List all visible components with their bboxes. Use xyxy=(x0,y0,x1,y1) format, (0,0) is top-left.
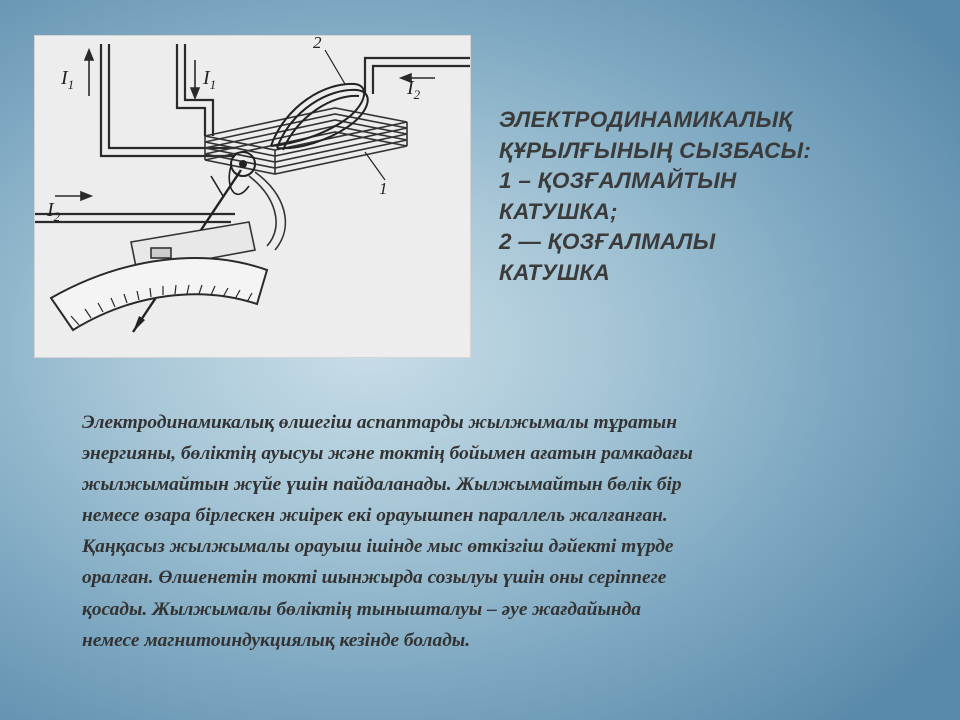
body-line: немесе өзара бірлескен жиірек екі орауышпен параллель жалғанған. xyxy=(82,505,668,527)
body-line: немесе магнитоиндукциялық кезінде болады. xyxy=(82,629,471,651)
body-line: Электродинамикалық өлшегіш аспаптарды жылжымалы тұратын xyxy=(82,412,678,433)
label-num-2: 2 xyxy=(313,36,322,52)
body-paragraph xyxy=(82,407,922,656)
current-arrows xyxy=(55,50,435,200)
body-line: энергияны, бөліктің ауысуы және токтің бойымен ағатын рамкадағы xyxy=(82,443,693,465)
electrodynamic-device-diagram xyxy=(35,36,471,358)
body-line: жылжымайтын жүйе үшін пайдаланады. Жылжымайтын бөлік бір xyxy=(82,474,682,496)
figure-caption xyxy=(499,105,939,289)
spring xyxy=(249,172,285,250)
body-line: Қаңқасыз жылжымалы орауыш ішінде мыс өткізгіш дәйекті түрде xyxy=(82,536,674,558)
caption-line: КАТУШКА xyxy=(499,259,610,285)
caption-line: КАТУШКА; xyxy=(499,198,618,224)
caption-line: 2 — ҚОЗҒАЛМАЛЫ xyxy=(499,229,716,255)
label-num-1: 1 xyxy=(379,179,388,198)
caption-line: ҚҰРЫЛҒЫНЫҢ СЫЗБАСЫ: xyxy=(499,137,812,163)
scale xyxy=(51,258,267,330)
label-i1-left: $I_1$ xyxy=(61,67,75,92)
label-i1-right: $I_1$ xyxy=(203,67,217,92)
body-line: оралған. Өлшенетін токті шынжырда созылуы үшін оны серіппеге xyxy=(82,567,667,589)
caption-line: ЭЛЕКТРОДИНАМИКАЛЫҚ xyxy=(499,107,793,132)
label-i2-left: $I_2$ xyxy=(47,199,61,224)
body-line: қосады. Жылжымалы бөліктің тынышталуы – әуе жағдайында xyxy=(82,598,642,620)
diagram-figure xyxy=(34,35,471,358)
pivot xyxy=(229,152,255,194)
caption-line: 1 – ҚОЗҒАЛМАЙТЫН xyxy=(499,168,737,194)
label-i2-right: $I_2$ xyxy=(407,77,421,102)
